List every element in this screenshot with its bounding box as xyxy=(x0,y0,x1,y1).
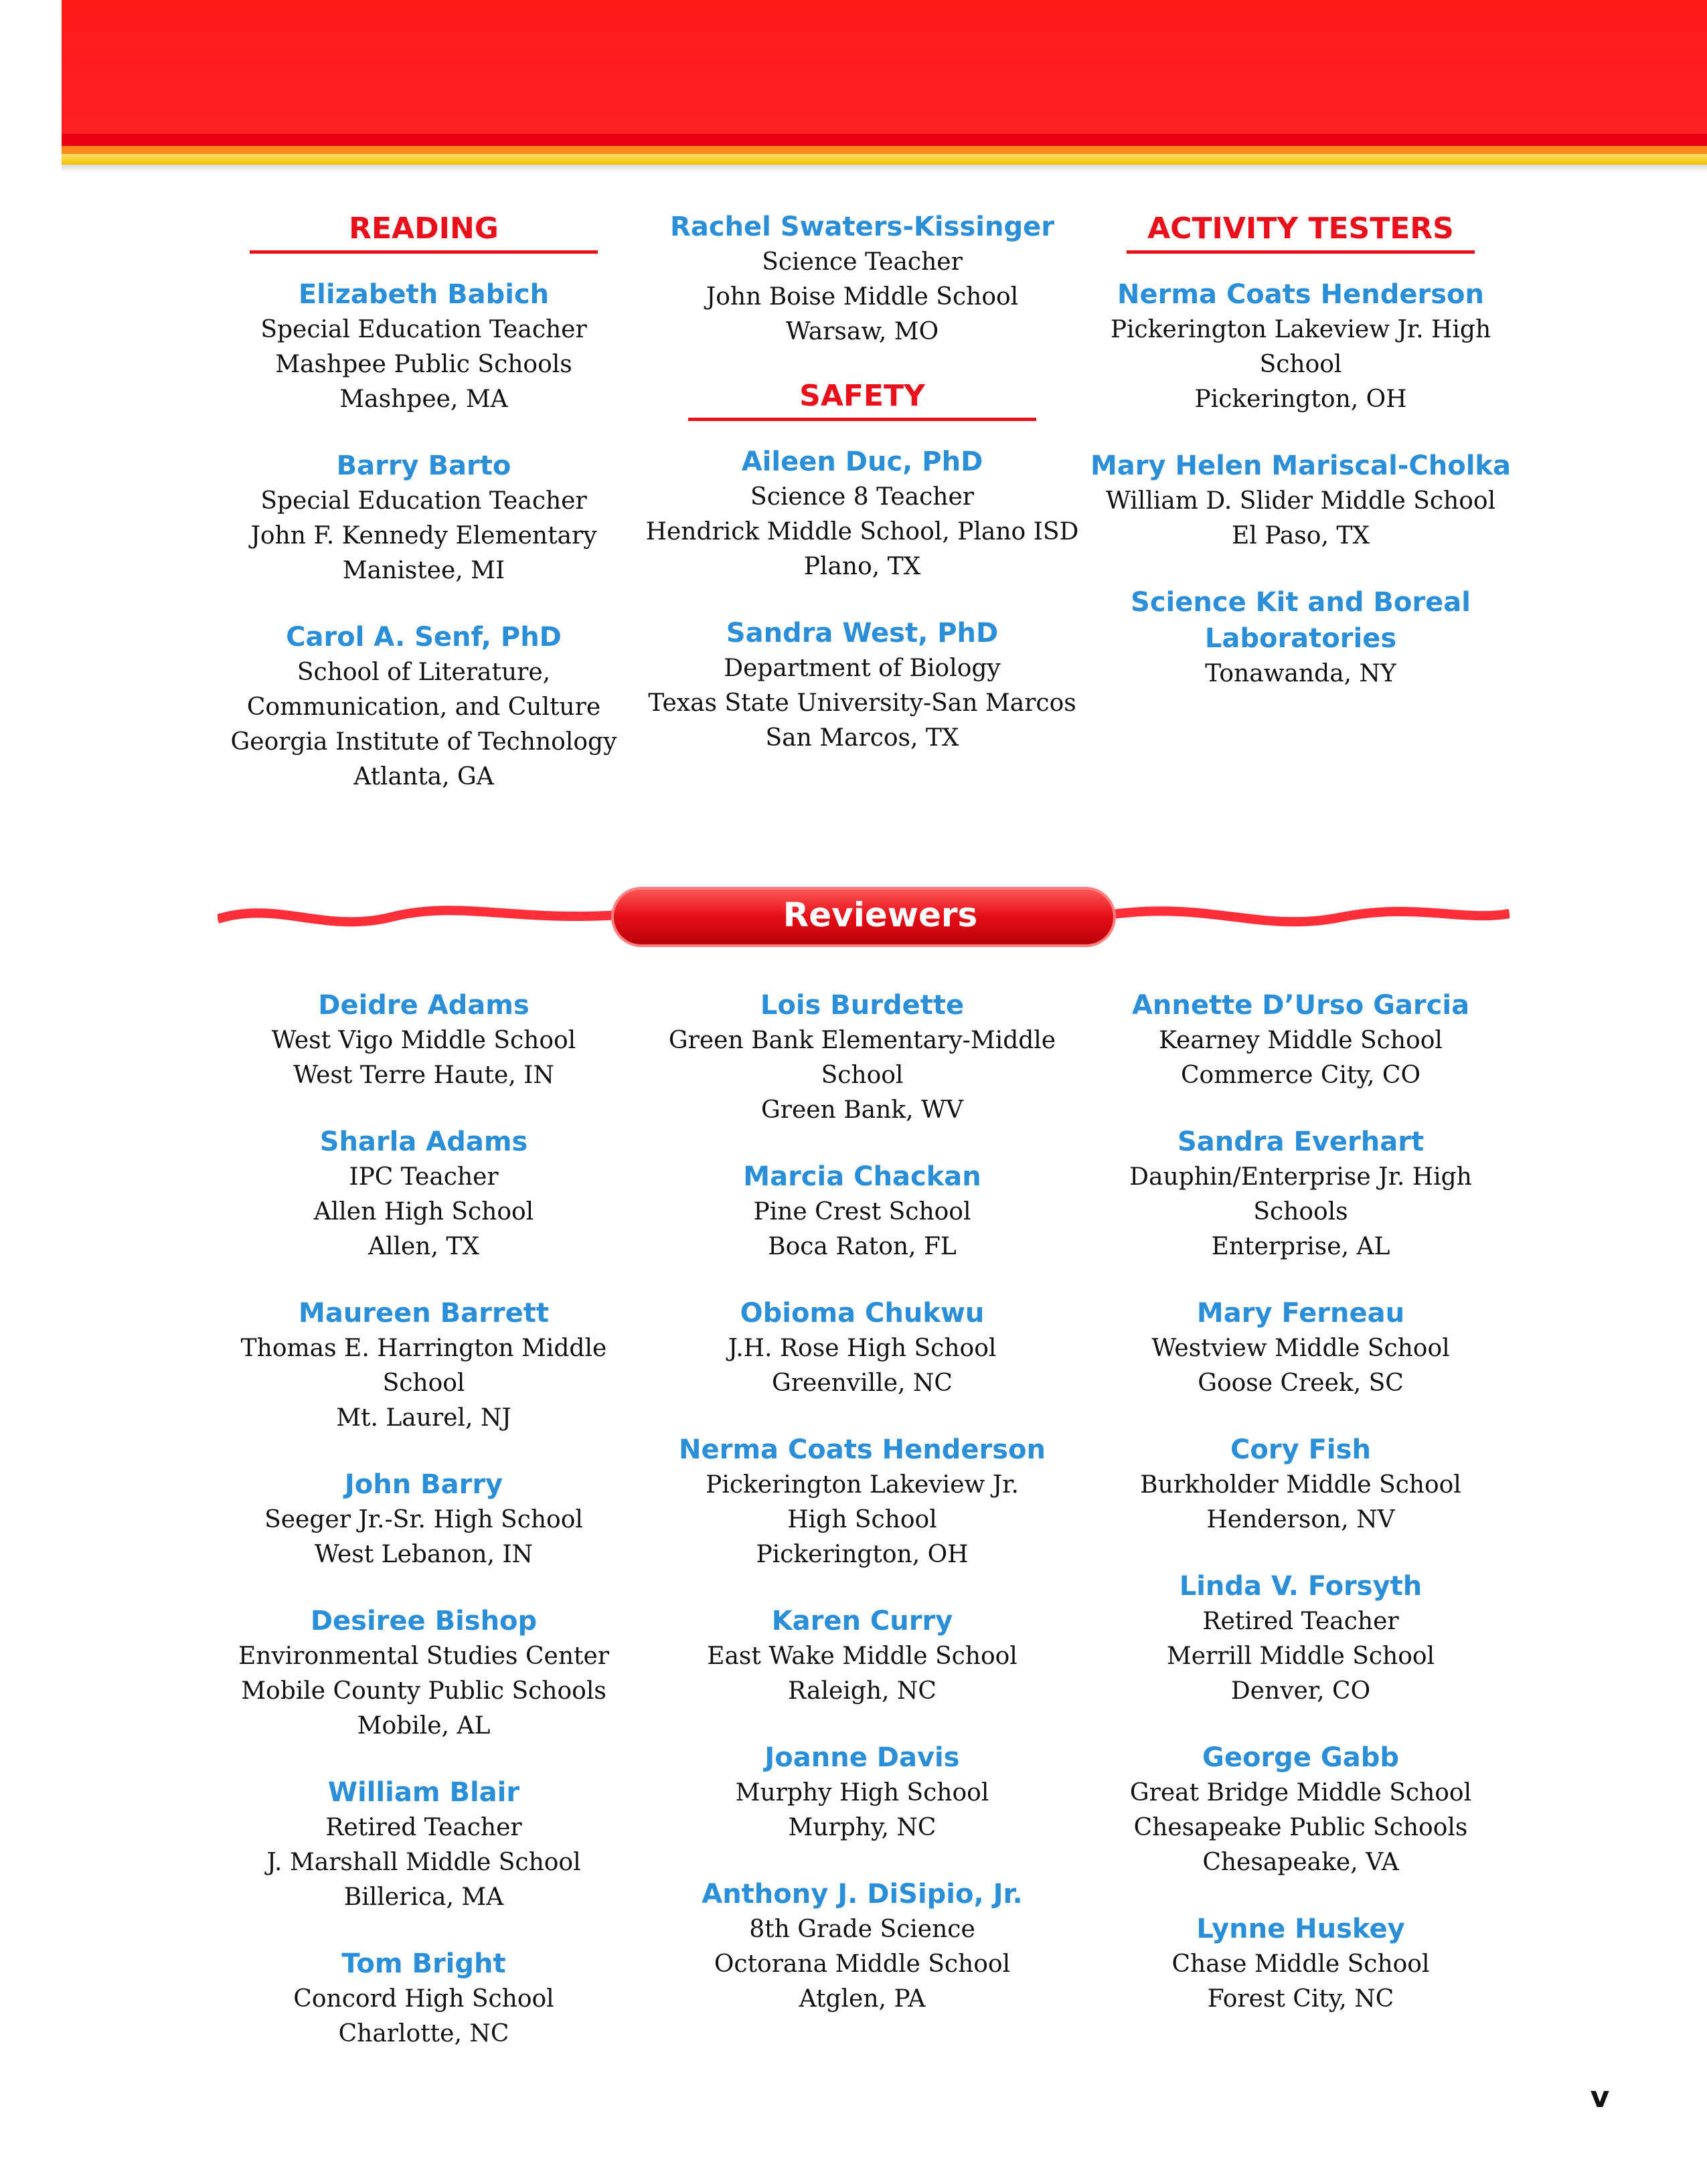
contributor-detail: High School xyxy=(787,1506,937,1533)
contributor-detail: Atlanta, GA xyxy=(353,763,494,790)
contributor-detail: West Terre Haute, IN xyxy=(293,1062,554,1089)
contributor-name: Cory Fish xyxy=(1230,1434,1371,1465)
contributor-entry xyxy=(641,209,1083,349)
contributor-detail: Charlotte, NC xyxy=(338,2020,509,2047)
contributor-entry xyxy=(1080,1568,1522,1709)
contributor-detail: West Lebanon, IN xyxy=(314,1541,534,1568)
contributor-name: Obioma Chukwu xyxy=(740,1298,985,1329)
banner-stripe-yellow xyxy=(62,154,1707,165)
contributor-entry xyxy=(641,1876,1083,2017)
contributor-name: Tom Bright xyxy=(341,1948,506,1979)
contributor-detail: Retired Teacher xyxy=(1202,1608,1399,1635)
contributor-detail: Octorana Middle School xyxy=(714,1950,1011,1978)
top-banner xyxy=(62,0,1707,173)
contributor-entry xyxy=(641,615,1083,756)
contributor-name: Carol A. Senf, PhD xyxy=(286,622,562,653)
contributor-entry xyxy=(203,1124,645,1264)
contributor-detail: John Boise Middle School xyxy=(706,283,1019,311)
contributor-name: Mary Helen Mariscal-Cholka xyxy=(1090,450,1512,481)
contributor-detail: Kearney Middle School xyxy=(1159,1027,1443,1054)
contributor-detail: Thomas E. Harrington Middle School xyxy=(240,1335,607,1397)
contributor-detail: Allen High School xyxy=(313,1198,534,1226)
banner-stripe-shadow xyxy=(62,165,1707,173)
contributor-name: Desiree Bishop xyxy=(310,1606,538,1636)
contributor-detail: Manistee, MI xyxy=(342,557,505,584)
contributor-detail: Raleigh, NC xyxy=(788,1677,937,1705)
page-number: v xyxy=(1590,2080,1610,2114)
contributor-name: Joanne Davis xyxy=(764,1742,960,1773)
contributor-entry xyxy=(203,1466,645,1572)
contributor-name: Sandra West, PhD xyxy=(726,618,999,649)
contributor-detail: Pickerington Lakeview Jr. High xyxy=(1110,316,1491,343)
contributor-entry xyxy=(641,1740,1083,1845)
activity-testers-column xyxy=(1080,209,1522,722)
contributor-detail: Communication, and Culture xyxy=(246,693,601,721)
contributor-detail: Department of Biology xyxy=(724,655,1001,682)
contributor-detail: School xyxy=(1259,351,1342,378)
contributor-name: Sharla Adams xyxy=(319,1126,528,1157)
contributor-detail: Murphy High School xyxy=(735,1779,989,1807)
contributor-detail: Retired Teacher xyxy=(325,1814,522,1841)
contributor-name: Lynne Huskey xyxy=(1196,1914,1405,1944)
contributor-detail: Great Bridge Middle School xyxy=(1129,1779,1472,1807)
contributor-detail: Burkholder Middle School xyxy=(1140,1471,1461,1499)
contributor-entry xyxy=(1080,1432,1522,1537)
contributor-detail: Mobile, AL xyxy=(357,1712,491,1740)
contributor-detail: Green Bank, WV xyxy=(760,1096,963,1124)
contributor-detail: Pickerington, OH xyxy=(756,1541,969,1568)
contributor-detail: Special Education Teacher xyxy=(260,487,587,515)
reviewers-title: Reviewers xyxy=(783,896,978,934)
contributor-entry xyxy=(1080,276,1522,417)
contributor-detail: Seeger Jr.-Sr. High School xyxy=(264,1506,583,1533)
activity-testers-heading: ACTIVITY TESTERS xyxy=(1127,209,1475,254)
contributor-entry xyxy=(203,448,645,588)
contributor-name: Nerma Coats Henderson xyxy=(1117,279,1484,310)
contributor-name: Lois Burdette xyxy=(760,990,965,1021)
contributor-detail: San Marcos, TX xyxy=(765,724,959,752)
contributor-detail: Pickerington Lakeview Jr. xyxy=(706,1471,1019,1499)
contributor-entry xyxy=(641,1159,1083,1264)
contributor-entry xyxy=(641,1432,1083,1572)
contributor-detail: IPC Teacher xyxy=(349,1163,499,1191)
contributor-detail: Texas State University-San Marcos xyxy=(648,689,1076,717)
safety-heading: SAFETY xyxy=(688,376,1036,421)
contributor-detail: Plano, TX xyxy=(803,553,921,580)
contributor-name: Mary Ferneau xyxy=(1196,1298,1405,1329)
contributor-detail: Chase Middle School xyxy=(1171,1950,1430,1978)
contributor-detail: William D. Slider Middle School xyxy=(1105,487,1496,515)
contributor-detail: Hendrick Middle School, Plano ISD xyxy=(645,518,1079,545)
contributor-name: Maureen Barrett xyxy=(299,1298,549,1329)
contributor-detail: Westview Middle School xyxy=(1151,1335,1450,1362)
contributor-entry xyxy=(203,1603,645,1744)
contributor-entry xyxy=(1080,1740,1522,1880)
contributor-name: Aileen Duc, PhD xyxy=(741,446,983,477)
contributor-entry xyxy=(1080,1295,1522,1401)
contributor-detail: Merrill Middle School xyxy=(1166,1643,1435,1670)
contributor-detail: Henderson, NV xyxy=(1206,1506,1395,1533)
contributor-detail: Mashpee Public Schools xyxy=(275,351,572,378)
contributor-entry xyxy=(1080,448,1522,554)
contributor-detail: West Vigo Middle School xyxy=(271,1027,576,1054)
contributor-detail: Science 8 Teacher xyxy=(750,483,974,511)
contributor-entry xyxy=(203,276,645,417)
contributor-entry xyxy=(203,619,645,794)
contributor-detail: Enterprise, AL xyxy=(1211,1233,1390,1260)
contributor-entry xyxy=(1080,1911,1522,2017)
contributor-detail: Warsaw, MO xyxy=(785,318,939,345)
contributor-detail: Mashpee, MA xyxy=(339,386,508,413)
contributor-name: John Barry xyxy=(344,1469,503,1500)
contributor-detail: Mt. Laurel, NJ xyxy=(336,1404,511,1432)
contributor-detail: Commerce City, CO xyxy=(1181,1062,1420,1089)
contributor-name: Science Kit and Boreal Laboratories xyxy=(1131,587,1471,654)
contributor-detail: Concord High School xyxy=(293,1985,554,2013)
contributor-detail: 8th Grade Science xyxy=(749,1916,975,1943)
reading-heading: READING xyxy=(250,209,598,254)
contributor-detail: School of Literature, xyxy=(297,659,551,686)
contributor-entry xyxy=(203,1295,645,1436)
reviewers-column-1 xyxy=(203,987,645,2082)
contributor-detail: Denver, CO xyxy=(1230,1677,1371,1705)
contributor-detail: Billerica, MA xyxy=(343,1883,504,1911)
contributor-detail: Forest City, NC xyxy=(1207,1985,1394,2013)
contributor-detail: J. Marshall Middle School xyxy=(266,1849,581,1876)
contributor-entry xyxy=(1080,584,1522,691)
contributor-detail: East Wake Middle School xyxy=(707,1643,1018,1670)
contributor-name: George Gabb xyxy=(1202,1742,1399,1773)
contributor-detail: Environmental Studies Center xyxy=(238,1643,609,1670)
contributor-detail: Chesapeake, VA xyxy=(1202,1849,1399,1876)
contributor-detail: J.H. Rose High School xyxy=(728,1335,997,1362)
contributor-name: Annette D’Urso Garcia xyxy=(1131,990,1470,1021)
contributor-detail: Tonawanda, NY xyxy=(1205,660,1396,687)
contributor-entry xyxy=(641,1603,1083,1709)
contributor-detail: Atglen, PA xyxy=(799,1985,926,2013)
contributor-detail: Pickerington, OH xyxy=(1194,386,1407,413)
contributor-detail: Goose Creek, SC xyxy=(1198,1369,1404,1397)
contributor-detail: Mobile County Public Schools xyxy=(241,1677,606,1705)
contributor-name: Linda V. Forsyth xyxy=(1179,1571,1422,1602)
contributor-entry xyxy=(1080,1124,1522,1264)
contributor-name: Deidre Adams xyxy=(318,990,530,1021)
contributor-detail: School xyxy=(821,1062,904,1089)
contributor-entry xyxy=(641,1295,1083,1401)
contributor-name: William Blair xyxy=(327,1777,520,1808)
contributor-name: Marcia Chackan xyxy=(743,1161,981,1192)
contributor-detail: Boca Raton, FL xyxy=(768,1233,957,1260)
contributor-detail: John F. Kennedy Elementary xyxy=(250,522,597,550)
reviewers-column-3 xyxy=(1080,987,1522,2047)
contributor-detail: Pine Crest School xyxy=(753,1198,971,1226)
contributor-name: Sandra Everhart xyxy=(1177,1126,1425,1157)
contributor-detail: Murphy, NC xyxy=(788,1814,937,1841)
contributor-entry xyxy=(203,1774,645,1915)
contributor-name: Karen Curry xyxy=(771,1606,953,1636)
contributor-detail: Greenville, NC xyxy=(772,1369,953,1397)
contributor-entry xyxy=(641,987,1083,1128)
contributor-detail: Georgia Institute of Technology xyxy=(230,728,617,756)
contributor-detail: Science Teacher xyxy=(762,248,963,276)
banner-stripe-orange xyxy=(62,146,1707,154)
contributor-name: Nerma Coats Henderson xyxy=(679,1434,1046,1465)
contributor-entry xyxy=(1080,987,1522,1093)
contributor-name: Barry Barto xyxy=(336,450,511,481)
contributor-detail: Green Bank Elementary-Middle xyxy=(668,1027,1056,1054)
banner-stripe-red xyxy=(62,134,1707,146)
reviewers-column-2 xyxy=(641,987,1083,2047)
contributor-entry xyxy=(203,1946,645,2051)
reading-column xyxy=(203,209,645,825)
contributor-detail: Special Education Teacher xyxy=(260,316,587,343)
contributor-entry xyxy=(641,444,1083,584)
contributor-detail: Allen, TX xyxy=(368,1233,480,1260)
contributor-detail: Chesapeake Public Schools xyxy=(1133,1814,1468,1841)
contributor-detail: Dauphin/Enterprise Jr. High Schools xyxy=(1129,1163,1472,1226)
contributor-name: Elizabeth Babich xyxy=(298,279,550,310)
contributor-entry xyxy=(203,987,645,1093)
contributor-detail: El Paso, TX xyxy=(1232,522,1370,550)
contributor-name: Anthony J. DiSipio, Jr. xyxy=(702,1879,1023,1910)
middle-column xyxy=(641,209,1083,786)
contributor-name: Rachel Swaters-Kissinger xyxy=(670,212,1054,242)
